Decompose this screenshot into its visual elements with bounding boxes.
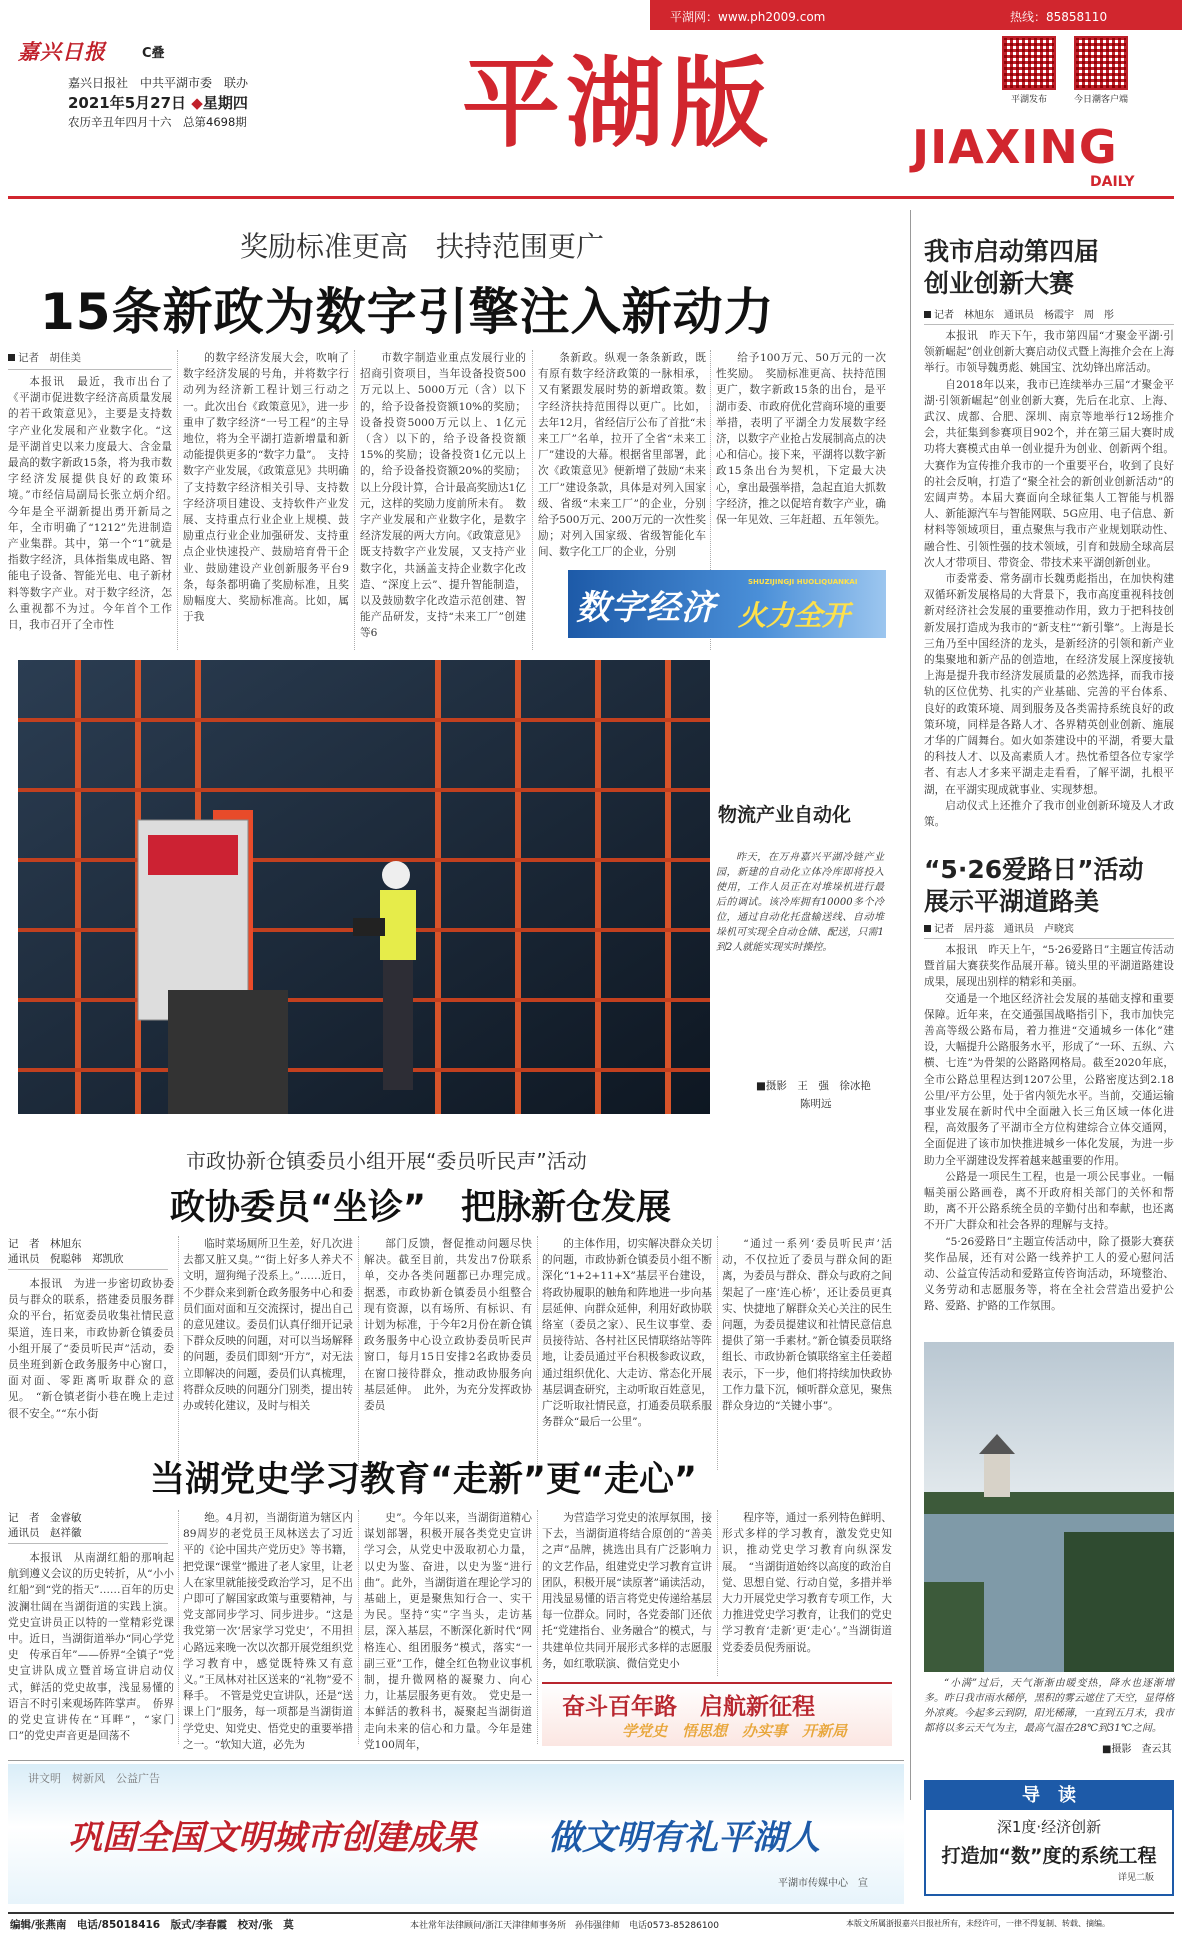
edition-code: C叠 (142, 46, 165, 61)
story2-headline: 政协委员“坐诊” 把脉新仓发展 (170, 1188, 672, 1228)
qr-code-2: 今日潮客户端 (1074, 36, 1128, 105)
top-strip (650, 0, 1182, 30)
site-url[interactable]: 平湖网：www.ph2009.com (670, 10, 826, 24)
digital-economy-banner: 数字经济 SHUZIJINGJI HUOLIQUANKAI 火力全开 (568, 570, 886, 638)
photo-credit-b: 陈明远 (800, 1098, 832, 1110)
guide-headline[interactable]: 打造加“数”度的系统工程 (941, 1845, 1157, 1867)
photo-title: 物流产业自动化 (718, 804, 852, 826)
story2-byline2: 通讯员 倪聪韩 郑凯欣 (8, 1251, 168, 1270)
guide-kicker: 深1度·经济创新 (996, 1818, 1102, 1836)
party-history-promo: 奋斗百年路 启航新征程 学党史 悟思想 办实事 开新局 (542, 1682, 892, 1746)
right1-byline: 记者 林旭东 通讯员 杨霞宇 周 彤 (924, 306, 1174, 325)
story3-col-5: 程序等，通过一系列特色鲜明、形式多样的学习教育，激发党史知识，推动党史学习教育向纵深发展。 “当湖街道始终以高度的政治自觉、思想自觉、行动自觉，多措并举大力开展党史学习教育专项工作，大力推进党史学习教育，让我们的党史学习教育‘走新’更‘走心’。”当湖街道党委委员倪秀丽说。 (722, 1512, 892, 1654)
right1-body: 本报讯 昨天下午，我市第四届“才聚金平湖·引领新崛起”创业创新大赛启动仪式暨上海推介会在上海举行。市领导魏勇彪、姚国宝、沈幼锋出席活动。 自2018年以来，我市已连续举办三届“才聚金平湖·引领新崛起”创业创新大赛，先后在北京、上海、武汉、成都、合肥、深圳、南京等地举行12场推介会，共征集到参赛项目902个，并在第三届大赛时成功将大赛模式由单一创业提升为创业、创新两个组。大赛作为宣传推介我市的一个重要平台，收到了良好的社会反响，打造了“聚全社会的新创业创新活动”的宏阔声势。本届大赛面向全球征集人工智能与机器人、新能源汽车与智能网联、5G应用、电子信息、新材料等领域项目，重点聚焦与我市产业规划联动性、融合性、引领性强的技术领域，引育和鼓励全球高层次人才带项目、带资金、带技术来平湖创新创业。 市委常委、常务副市长魏勇彪指出，在加快构建双循环新发展格局的大背景下，我市高度重视科技创新对经济社会发展的重要推动作用，致力于把科技创新发展打造成为我市的“新支柱”“新引擎”。上海是长三角乃至中国经济的龙头，是新经济的引领和新产业的集聚地和新产品的创造地，在经济发展上深度接轨上海是提升我市经济发展质量的必然选择，而我市接轨的区位优势、扎实的产业基础、完善的平台体系、良好的政策环境、周到服务及各类需持系统良好的政策环境，同样是各路人才、各界精英创业创新、施展才华的广阔舞台。如火如荼建设中的平湖，肴要大量的科技人才、以及高素质人才。热忱希望各位专家学者、有志人才多来平湖走走看看，了解平湖，扎根平湖，在平湖实现成就事业、实现梦想。 启动仪式上还推介了我市创业创新环境及人才政策。 (924, 330, 1174, 829)
story2-col-3: 部门反馈，督促推动问题尽快解决。截至目前，共发出7份联系单，交办各类问题都已办理完成。 据悉，市政协新仓镇委员小组整合现有资源，以有场所、有标识、有计划为标准，于今年2月份在新仓镇政务服务中心设立政协委员听民声窗口，每月15日安排2名政协委员在窗口接待群众，推动政协服务向基层延伸。 此外，为充分发挥政协委员 (364, 1238, 543, 1413)
story2-col-5: “通过一系列‘委员听民声’活动，不仅拉近了委员与群众间的距离，为委员与群众、群众与政府之间架起了一座‘连心桥’，还让委员更真实、快捷地了解群众关心关注的民生问题，为委员提建议和社情民意信息提供了第一手素材。”新仓镇委员联络组长、市政协新仓镇联络室主任姜超表示，下一步，他们将持续加快政协工作力量下沉，倾听群众意见，聚焦群众身边的“关键小事”。 (722, 1238, 892, 1413)
right2-headline-2: 展示平湖道路美 (924, 887, 1100, 916)
story2-col-1: 本报讯 为进一步密切政协委员与群众的联系，搭建委员服务群众的平台，拓宽委员收集社情民意渠道，连日来，市政协新仓镇委员小组开展了“委员听民声”活动，委员坐班到新仓政务服务中心窗口，面对面、零距离听取群众的意见。 “新仓镇老街小巷在晚上走过很不安全。”“东小街 (8, 1278, 174, 1420)
lead-kicker: 奖励标准更高 扶持范围更广 (240, 230, 605, 263)
story3-col-2: 绝。4月初，当湖街道为辖区内89周岁的老党员王凤林送去了习近平的《论中国共产党历史》等书籍，把党课“课堂”搬进了老人家里，让老人在家里就能接受政治学习，足不出户即可了解国家政策与重要精神，与党支部同步学习、同步进步。“这是我党第一次‘居家学习党史’，不用担心路远来晚一次以次都开展党组织党学习教育中，感觉既特殊又有意义。”王凤林对社区送来的“礼物”爱不释手。 不管是党史宣讲队，还是“送课上门”服务，每一项都是当湖街道学党史、知党史、悟党史的重要举措之一。“软知大道，必先为 (183, 1512, 353, 1751)
story3-headline: 当湖党史学习教育“走新”更“走心” (150, 1460, 698, 1500)
ad-credit: 平湖市传媒中心 宣 (778, 1878, 868, 1889)
lead-col-1: 本报讯 最近，我市出台了《平湖市促进数字经济高质量发展的若干政策意见》，主要是支持数字产业化发展和产业数字化。“这是平湖首史以来力度最大、含金量最高的数字新政15条，将为我市数字经济发展提供良好的政策环境。”市经信局副局长张立炳介绍。 今年是全平湖新提出勇开新局之年，全市明确了“1212”先进制造产业集群。其中，第一个“1”就是指数字经济，具体指集成电路、智能电子设备、智能光电、电子新材料等数字产业。对于数字经济，怎么重视都不为过。今年首个工作日，我市召开了全市性 (8, 376, 183, 632)
qr-code-1: 平湖发布 (1002, 36, 1056, 105)
lake-photo-caption: “小满”过后，天气渐渐由暖变热，降水也逐渐增多。昨日我市雨水稀停，黑积的雾云遮住了天空，显得格外凉爽。今起多云到阴，阳光稀薄，一直到五月末，我市都将以多云天气为主，最高气温在28℃到31℃之间。 (924, 1678, 1174, 1734)
lead-headline: 15条新政为数字引擎注入新动力 (40, 283, 775, 341)
story3-byline2: 通讯员 赵祥徽 (8, 1525, 168, 1544)
story2-byline: 记 者 林旭东 (8, 1238, 82, 1250)
hotline: 热线：85858110 (1010, 10, 1108, 24)
story2-col-4: 的主体作用，切实解决群众关切的问题，市政协新仓镇委员小组不断深化“1+2+11+X”基层平台建设，将政协履职的触角和阵地进一步向基层延伸、向群众延伸，利用好政协联络室（委员之家）、民生议事堂、委员接待站、各村社区民情联络站等阵地，让委员通过平台积极参政议政，通过组织优化、大走访、常态化开展基层调查研究，主动听取百姓意见，广泛听取社情民意，打通委员联系服务群众“最后一公里”。 (542, 1238, 712, 1429)
guide-pointer[interactable]: 详见二版 (1117, 1873, 1154, 1883)
brand-en-sub: DAILY (1090, 174, 1135, 190)
story3-col-1: 本报讯 从南湖红船的那响起航到遵义会议的历史转折，从“小小红船”到“党的指天”……百年的历史波澜壮阔在当湖街道的实践上演。党史宣讲员正以特的一堂精彩党课中。近日，当湖街道举办“同心学党史 传承百年”——侨界“全镇子”党史宣讲队成立暨首场宣讲启动仪式，鲜活的党史故事，浅显易懂的语言不时引来观场阵阵掌声。 侨界的党史宣讲传在“耳畔”，“家门口”的党史声音更是回荡不 (8, 1552, 174, 1743)
publishers: 嘉兴日报社 中共平湖市委 联办 (68, 76, 249, 90)
lead-col-5: 给予100万元、50万元的一次性奖励。 奖励标准更高、扶持范围更广，数字新政15条的出台，是平湖市委、市政府优化营商环境的重要举措，表明了平湖全力发展数字经济，以数字产业抢占发展制高点的决心和信心。接下来，平湖将以数字新政15条出台为契机，下定最大决心，拿出最强举措，急起直追大抓数字经济，推之以促培育数字产业，确保一年见效、三年赶超、五年领先。 (716, 352, 886, 527)
ad-slogan-b: 做文明有礼平湖人 (548, 1818, 820, 1858)
right2-headline-1: “5·26爱路日”活动 (924, 855, 1144, 884)
story2-kicker: 市政协新仓镇委员小组开展“委员听民声”活动 (186, 1149, 587, 1173)
lunar-date: 农历辛丑年四月十六 总第4698期 (68, 115, 247, 129)
guide-title: 导 读 (926, 1782, 1172, 1810)
right2-byline: 记者 居丹蕊 通讯员 卢晓宾 (924, 920, 1174, 939)
photo-caption: 昨天，在万舟嘉兴平湖冷链产业园，新建的自动化立体冷库即将投入使用，工作人员正在对堆垛机进行最后的调试。该冷库拥有10000多个冷位，通过自动化托盘输送线、自动堆垛机可实现全自动仓储、配送，只需1到2人就能实现实时操控。 (716, 852, 884, 953)
story3-col-4: 为营造学习党史的浓厚氛围，接下去，当湖街道将结合原创的“善美之声”品牌，挑选出具有广泛影响力的文艺作品，组建党史学习教育宣讲团队，积极开展“读原著”诵读活动，用浅显易懂的语言将党史传递给基层每一位群众。同时，各党委部门还依托“党建指台、业务融合”的模式，与共建单位共同开展形式多样的志愿服务，如红歌联演、微信党史小 (542, 1512, 712, 1670)
warehouse-photo (18, 660, 710, 1114)
lead-col-4: 条新政。纵观一条条新政，既有原有数字经济政策的一脉相承，又有紧跟发展时势的新增政策。数字经济扶持范围得以更广。比如，去年12月，省经信厅公布了首批“未来工厂”名单，拉开了全省“未来工厂”建设的大幕。根据省里部署，此次《政策意见》便新增了鼓励“未来工厂”建设条款，具体是对列入国家级、省级“未来工厂”的企业，分别给予500万元、200万元的一次性奖励；对列入国家级、省级智能化车间、数字化工厂的企业，分别 (538, 352, 706, 559)
paper-logo: 嘉兴日报 (18, 39, 106, 64)
guide-box (924, 1780, 1174, 1896)
right2-body: 本报讯 昨天上午，“5·26爱路日”主题宣传活动暨首届大赛获奖作品展开幕。镜头里的平湖道路建设成果，展现出别样的精彩和美丽。 交通是一个地区经济社会发展的基础支撑和重要保障。近年来，在交通强国战略指引下，我市加快完善高等级公路布局，着力推进“交通城乡一体化”建设，大幅提升公路服务水平，形成了“一环、五纵、六横、七连”为骨架的公路路网格局。截至2020年底，全市公路总里程达到1207公里，公路密度达到2.18公里/平方公里，处于省内领先水平。当前，交通运输事业发展在新时代中全面融入长三角区域一体化进程，高效服务了平湖市全方位构建综合立体交通网，全面促进了该市加快推进城乡一体化发展，为进一步助力全平湖建设发挥着越来越重要的作用。 公路是一项民生工程，也是一项公民事业。一幅幅美丽公路画卷，离不开政府相关部门的关怀和帮助，离不开公路系统全员的辛勤付出和奉献，也还离不开广大群众和社会各界的理解与支持。 “5·26爱路日”主题宣传活动中，除了摄影大赛获奖作品展，还有对公路一线养护工人的爱心慰问活动、公益宣传活动和爱路宣传咨询活动，环境整治、义务劳动和志愿服务等，将在全社会营造出爱护公路、爱路、护路的工作氛围。 (924, 944, 1174, 1313)
lake-photo-credit: ■摄影 查云其 (1102, 1744, 1172, 1755)
issue-date: 2021年5月27日 ◆星期四 (68, 94, 248, 112)
footer-legal: 本社常年法律顾问/浙江天津律师事务所 孙伟强律师 电话0573-85286100 (410, 1921, 719, 1931)
lead-col-2: 的数字经济发展大会，吹响了数字经济发展的号角，并将数字行动列为经济新工程计划三行动之一。此次出台《政策意见》，进一步重申了数字经济“一号工程”的主导地位，将为全平湖打造新增量和新动能提供更多的“数字力量”。 支持数字产业发展，《政策意见》共明确了支持数字经济相关引导、支持数字经济项目建设、支持软件产业发展、支持重点行业企业上规模、鼓励重点行业企业加强研发、支持重点企业快速投产、鼓励培育骨干企业、鼓励建设产业创新服务平台9条，每条都明确了奖励标准，且奖励幅度大、奖励标准高。比如，属于我 (183, 352, 349, 624)
lead-col-3: 市数字制造业重点发展行业的招商引资项目，当年设备投资500万元以上、5000万元（含）以下的，给予设备投资额10%的奖励；设备投资5000万元以上、1亿元（含）以下的，给予设备投资额15%的奖励；设备投资1亿元以上的，给予设备投资额20%的奖励；以上分段计算，合计最高奖励达1亿元，这样的奖励力度前所未有。 数字产业发展和产业数字化，是数字经济发展的两大方向。《政策意见》既支持数字产业发展，又支持产业数字化，共涵盖支持企业数字化改造、“深度上云”、提升智能制造，以及鼓励数字化改造示范创建、智能产品研发，支持“未来工厂”创建等6 (360, 352, 526, 640)
footer-editor: 编辑/张燕南 电话/85018416 版式/李春霞 校对/张 莫 (10, 1919, 294, 1931)
story3-col-3: 史”。今年以来，当湖街道精心谋划部署，积极开展各类党史宣讲学习会，从党史中汲取初心力量，以史为鉴、奋进，以史为鉴“进行曲”。此外，当湖街道在理论学习的基础上，更是聚焦知行合一、实干为民。坚持“实”字当头，走访基层，深入基层，不断深化新时代“网格连心、组团服务”模式，落实“一副三亚”工作，健全红色物业议事机制，提升微网格的凝聚力、向心力，让基层服务更有效。 党史是一本鲜活的教科书，凝聚起当湖街道走向未来的信心和力量。今年是建党100周年， (364, 1512, 532, 1751)
lake-photo (924, 1342, 1174, 1672)
edition-title: 平湖版 (462, 46, 775, 161)
right1-headline-1: 我市启动第四届 (924, 237, 1100, 266)
masthead-rule (8, 196, 1174, 199)
photo-credit-a: ■摄影 王 强 徐冰艳 (756, 1080, 871, 1092)
story2-col-2: 临时菜场厕所卫生差，好几次进去都又脏又臭。”“街上好多人养犬不文明，遛狗绳子没系上。”……近日，不少群众来到新仓政务服务中心和委员们面对面和互交流探讨，提出自己的意见建议。委员们认真仔细开记录下群众反映的问题，对可以当场解释的问题，委员们即刻“开方”，对无法立即解决的问题，委员们认真梳理，将群众反映的问题分门别类，提出转办或转化建议，及时与相关 (183, 1238, 353, 1413)
civility-ad (8, 1764, 904, 1904)
brand-en: JIAXING (912, 120, 1118, 174)
ad-slogan-a: 巩固全国文明城市创建成果 (68, 1818, 476, 1858)
footer-copyright: 本版文所属浙报嘉兴日报社所有，未经许可，一律不得复制、转载、摘编。 (846, 1919, 1110, 1928)
right1-headline-2: 创业创新大赛 (924, 269, 1075, 298)
lead-byline: 记者 胡佳美 (8, 350, 172, 370)
ad-tag: 讲文明 树新风 公益广告 (28, 1772, 160, 1785)
story3-byline: 记 者 金睿敏 (8, 1512, 82, 1524)
